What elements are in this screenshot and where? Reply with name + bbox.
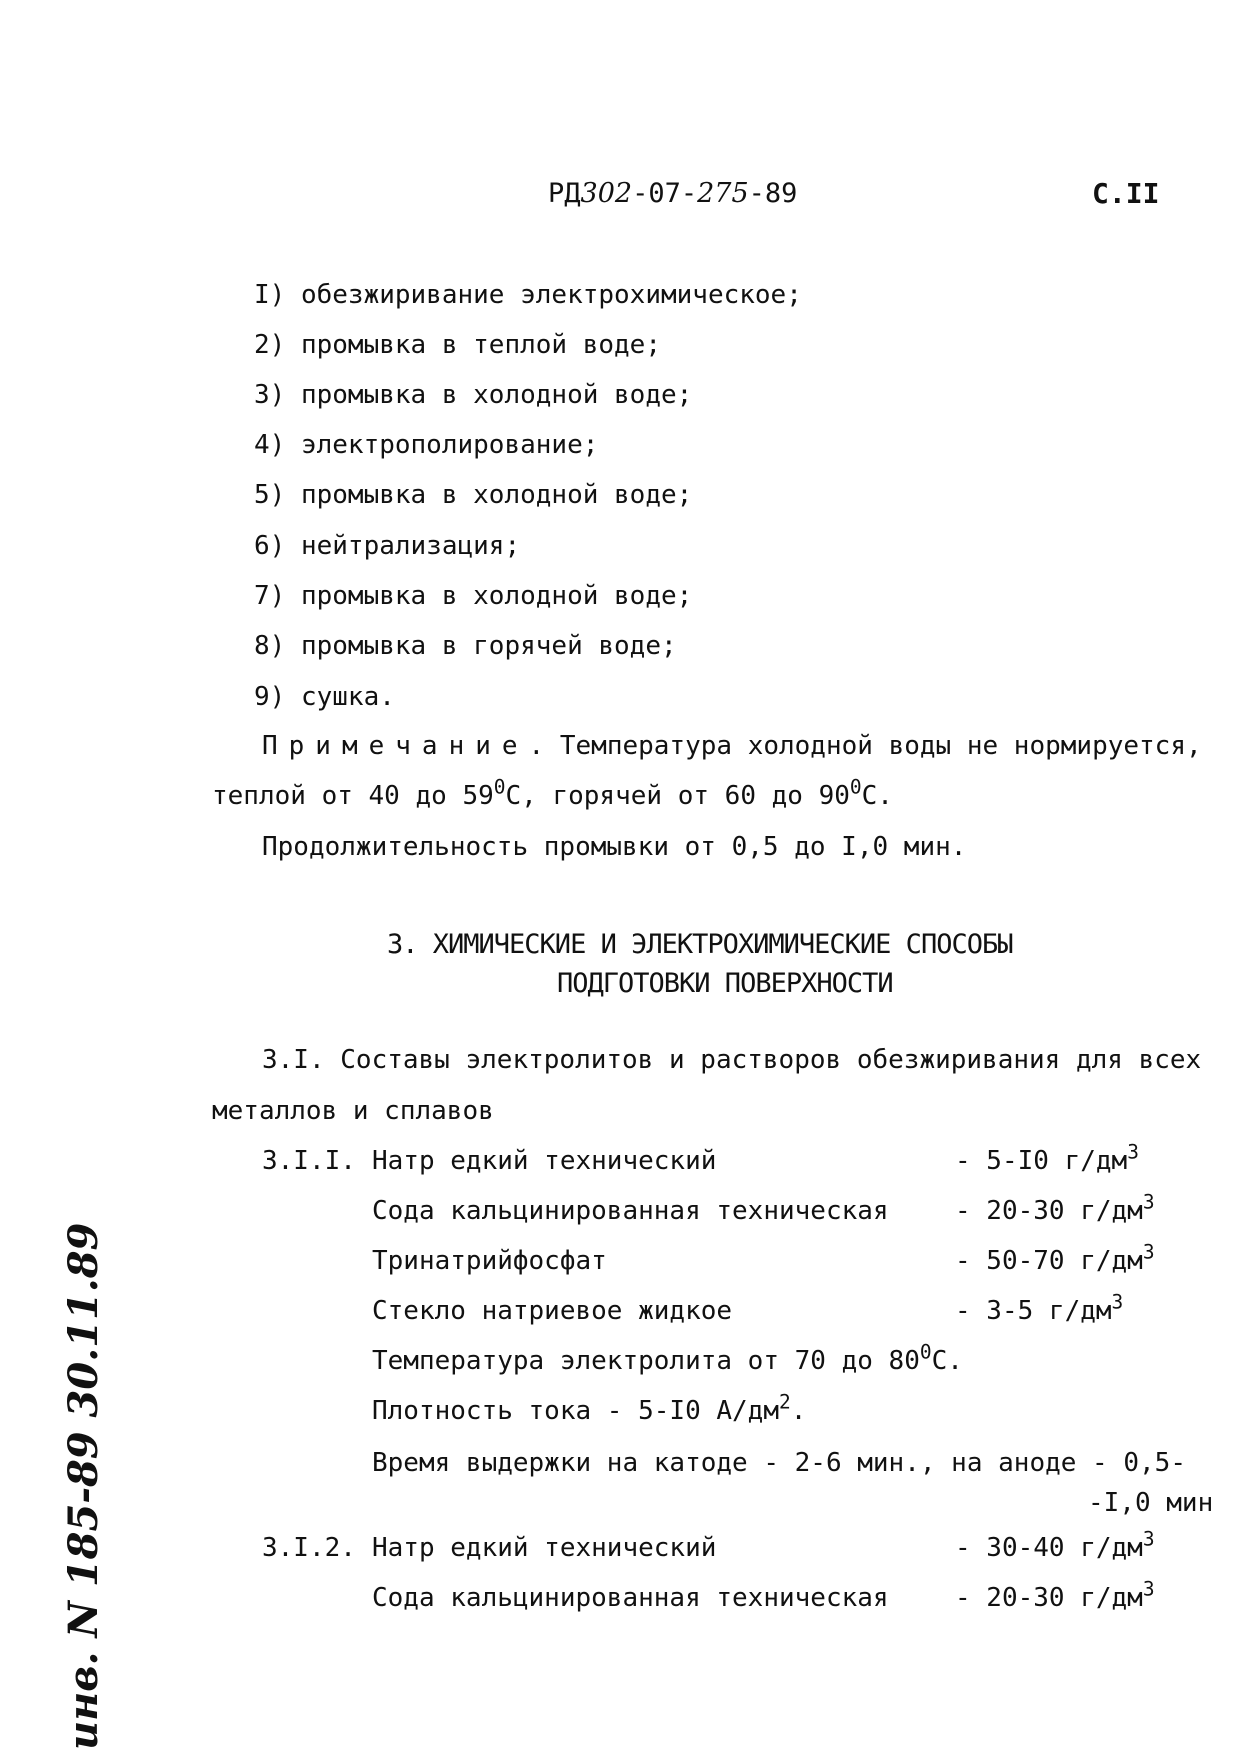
note-text-a: теплой от 40 до 59 <box>212 781 494 811</box>
component-name: Сода кальцинированная техническая <box>372 1583 889 1613</box>
component-value <box>955 1140 1139 1176</box>
unit-sup: 3 <box>1142 1577 1155 1601</box>
unit-sup: 3 <box>1142 1527 1155 1551</box>
component-value <box>955 1290 1124 1326</box>
paragraph-3-1-line-1: 3.I. Составы электролитов и растворов обезжиривания для всех <box>262 1045 1202 1075</box>
value-text: - 30-40 г/дм <box>955 1533 1143 1563</box>
unit-sup: 3 <box>1127 1140 1139 1164</box>
code-handwritten-1: 302 <box>580 178 633 209</box>
component-name: Натр едкий технический <box>372 1533 717 1563</box>
step-item: 7) промывка в холодной воде; <box>254 581 693 611</box>
step-item: 4) электрополирование; <box>254 430 599 460</box>
unit-sup: 3 <box>1142 1240 1155 1264</box>
degree-sup: 0 <box>849 775 862 799</box>
temperature-text: Температура электролита от 70 до 80 <box>372 1346 920 1376</box>
unit-sup: 2 <box>779 1390 791 1414</box>
value-text: - 50-70 г/дм <box>955 1246 1143 1276</box>
time-line-2: -I,0 мин <box>1088 1488 1214 1518</box>
step-item: 3) промывка в холодной воде; <box>254 380 693 410</box>
component-name: Натр едкий технический <box>372 1146 717 1176</box>
step-item: 9) сушка. <box>254 682 395 712</box>
unit-sup: 3 <box>1111 1290 1124 1314</box>
step-item: 6) нейтрализация; <box>254 531 521 561</box>
degree-sup: 0 <box>919 1340 932 1364</box>
unit-sup: 3 <box>1142 1190 1155 1214</box>
note-label: Примечание <box>262 731 529 761</box>
degree-sup: 0 <box>493 775 506 799</box>
step-item: 8) промывка в горячей воде; <box>254 631 677 661</box>
paragraph-3-1-line-2: металлов и сплавов <box>212 1096 494 1126</box>
page-number: С.II <box>1092 177 1160 210</box>
component-value <box>955 1190 1155 1226</box>
note-text-c: С. <box>861 781 893 811</box>
component-name: Сода кальцинированная техническая <box>372 1196 889 1226</box>
code-handwritten-2: 275 <box>697 178 749 209</box>
step-item: 2) промывка в теплой воде; <box>254 330 661 360</box>
duration-line: Продолжительность промывки от 0,5 до I,0 мин. <box>262 832 967 862</box>
subsection-number: 3.I.I. <box>262 1146 356 1176</box>
document-code <box>548 180 797 207</box>
current-density-line <box>372 1390 807 1426</box>
value-text: - 5-I0 г/дм <box>955 1146 1128 1176</box>
value-text: - 20-30 г/дм <box>955 1583 1143 1613</box>
section-title: 3. ХИМИЧЕСКИЕ И ЭЛЕКТРОХИМИЧЕСКИЕ СПОСОБЫ <box>387 929 1013 960</box>
component-value <box>955 1527 1155 1563</box>
time-line-1: Время выдержки на катоде - 2-6 мин., на аноде - 0,5- <box>372 1448 1186 1478</box>
handwritten-margin-note: инв. N 185-89 30.11.89 <box>60 1222 107 1750</box>
current-text: Плотность тока - 5-I0 А/дм <box>372 1396 779 1426</box>
step-item: 5) промывка в холодной воде; <box>254 480 693 510</box>
step-item: I) обезжиривание электрохимическое; <box>254 280 802 310</box>
subsection-number: 3.I.2. <box>262 1533 356 1563</box>
code-prefix: РД <box>548 178 581 209</box>
component-value <box>955 1240 1155 1276</box>
component-name: Тринатрийфосфат <box>372 1246 607 1276</box>
value-text: - 20-30 г/дм <box>955 1196 1143 1226</box>
note-line-2 <box>212 775 893 811</box>
value-text: - 3-5 г/дм <box>955 1296 1112 1326</box>
temperature-unit: С. <box>931 1346 963 1376</box>
component-name: Стекло натриевое жидкое <box>372 1296 733 1326</box>
code-suffix: -89 <box>748 178 798 209</box>
code-mid: -07- <box>632 178 698 209</box>
temperature-line <box>372 1340 963 1376</box>
component-value <box>955 1577 1155 1613</box>
note-line-1 <box>262 733 1202 759</box>
current-end: . <box>790 1396 807 1426</box>
section-title-line-2: ПОДГОТОВКИ ПОВЕРХНОСТИ <box>557 968 893 999</box>
note-text-b: С, горячей от 60 до 90 <box>505 781 850 811</box>
note-text: . Температура холодной воды не нормируется, <box>528 731 1202 761</box>
